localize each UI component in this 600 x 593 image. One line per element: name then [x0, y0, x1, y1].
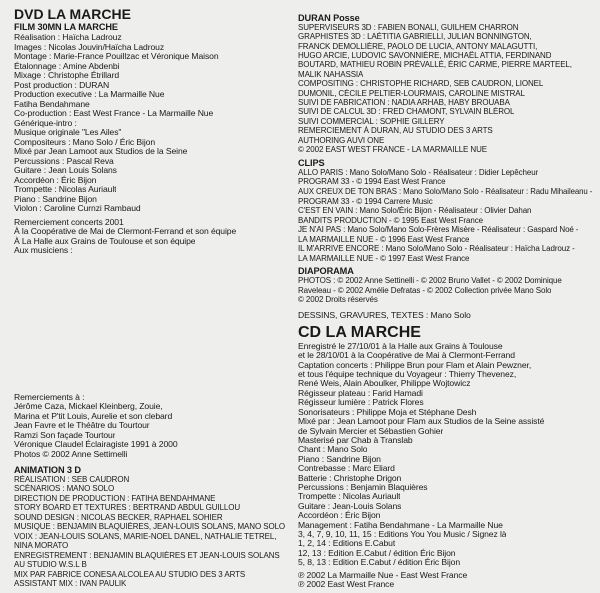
cd-intro-line: et tous l'équipe technique du Voyageur : Thierry Thevenez, [298, 369, 517, 380]
thanks-line: Véronique Claudel Éclairagiste 1991 à 2000 [14, 439, 178, 450]
credit-line: Montage : Marie-France Pouillzac et Véronique Maison [14, 51, 219, 62]
duran-line: FRANCK DEMOLLIÈRE, PAOLO DE LUCIA, ANTONY MALAGUTTI, [298, 41, 538, 51]
cd-intro-line: Captation concerts : Philippe Brun pour Flam et Alain Pewzner, [298, 359, 532, 370]
cd-intro-line: Mixé par : Jean Lamoot pour Flam aux Studios de la Seine assisté [298, 416, 545, 427]
animation-line: ENREGISTREMENT : BENJAMIN BLAQUIÈRES ET JEAN-LOUIS SOLANS [14, 550, 280, 560]
cd-musician-line: Batterie : Christophe Drigon [298, 472, 402, 483]
duran-line: GRAPHISTES 3D : LAÉTITIA GABRIELLI, JULIAN BONNINGTON, [298, 32, 532, 42]
credit-line: Accordéon : Éric Bijon [14, 174, 97, 185]
credit-line: Compositeurs : Mano Solo / Éric Bijon [14, 136, 156, 147]
cd-intro-line: Régisseur plateau : Farid Hamadi [298, 387, 423, 398]
credit-line: Réalisation : Haïcha Ladrouz [14, 32, 122, 43]
cd-management-line: Management : Fatiha Bendahmane - La Marmaille Nue [298, 519, 503, 530]
duran-line: SUIVI COMMERCIAL : SOPHIE GILLERY [298, 116, 445, 126]
duran-line: SUIVI DE CALCUL 3D : FRED CHAMONT, SYLVAIN BLÉROL [298, 107, 515, 117]
credit-line: Fatiha Bendahmane [14, 98, 90, 109]
animation-line: VOIX : JEAN-LOUIS SOLANS, MARIE-NOEL DANEL, NATHALIE TETREL, [14, 531, 277, 541]
animation-line: NINA MORATO [14, 541, 69, 551]
duran-line: AUTHORING AUVI ONE [298, 135, 385, 145]
duran-line: MALIK NAHASSIA [298, 69, 364, 79]
credit-line: Musique originale "Les Ailes" [14, 127, 122, 138]
duran-line: SUPERVISEURS 3D : FABIEN BONALI, GUILHEM CHARRON [298, 22, 519, 32]
credit-line: Violon : Caroline Curnzi Rambaud [14, 203, 141, 214]
clip-line: JE N'AI PAS : Mano Solo/Mano Solo-Frères Misère - Réalisateur : Gaspard Noé - [298, 225, 579, 235]
clips-heading: CLIPS [298, 157, 325, 168]
animation-line: SOUND DESIGN : NICOLAS BECKER, RAPHAEL SOHIER [14, 512, 223, 522]
animation-line: RÉALISATION : SEB CAUDRON [14, 474, 130, 484]
diaporama-line: Raveleau - © 2002 Amélie Defratas - © 2002 Collection privée Mano Solo [298, 285, 552, 295]
credit-line: Production executive : La Marmaille Nue [14, 89, 165, 100]
cd-copyright-line: ℗ 2002 La Marmaille Nue - East West France [298, 569, 468, 580]
duran-heading: DURAN Posse [298, 13, 360, 24]
clip-line: AUX CREUX DE TON BRAS : Mano Solo/Mano Solo - Réalisateur : Radu Mihaileanu - [298, 186, 593, 196]
concerts-line: Aux musiciens : [14, 245, 73, 256]
animation-line: DIRECTION DE PRODUCTION : FATIHA BENDAHMANE [14, 493, 216, 503]
diaporama-line: PHOTOS : © 2002 Anne Settinelli - © 2002 Bruno Vallet - © 2002 Dominique [298, 276, 562, 286]
duran-line: COMPOSITING : CHRISTOPHE RICHARD, SEB CAUDRON, LIONEL [298, 79, 544, 89]
animation-line: AU STUDIO W.S.L B [14, 560, 87, 570]
cd-intro-line: et le 28/10/01 à la Coopérative de Mai à Clermont-Ferrand [298, 350, 515, 361]
concerts-line: Remerciement concerts 2001 [14, 216, 124, 227]
film-heading: FILM 30MN LA MARCHE [14, 22, 118, 33]
clip-line: C'EST EN VAIN : Mano Solo/Éric Bijon - Réalisateur : Olivier Dahan [298, 206, 532, 216]
thanks-line: Jérôme Caza, Mickael Kleinberg, Zouie, [14, 401, 163, 412]
cd-intro-line: René Weis, Alain Aboulker, Philippe Wojtowicz [298, 378, 471, 389]
cd-management-line: 1, 2, 14 : Editions E.Cabut [298, 538, 396, 549]
clip-line: BANDITS PRODUCTION - © 1995 East West France [298, 215, 483, 225]
cd-management-line: 12, 13 : Edition E.Cabut / édition Éric Bijon [298, 547, 456, 558]
dessins-line: DESSINS, GRAVURES, TEXTES : Mano Solo [298, 309, 471, 320]
clip-line: PROGRAM 33 - © 1994 East West France [298, 177, 446, 187]
cd-musician-line: Guitare : Jean-Louis Solans [298, 500, 402, 511]
duran-line: DUMONIL, CÉCILE PELTIER-LOURMAIS, CAROLINE MISTRAL [298, 88, 525, 98]
duran-line: BOUTARD, MATHIEU ROBIN PRÉVALLÉ, ÉRIC CARME, PIERRE MARTEEL, [298, 60, 572, 70]
animation-line: ASSISTANT MIX : IVAN PAULIK [14, 579, 127, 589]
animation-line: SCÉNARIOS : MANO SOLO [14, 484, 115, 494]
clip-line: ALLO PARIS : Mano Solo/Mano Solo - Réalisateur : Didier Lepêcheur [298, 167, 539, 177]
credit-line: Mixage : Christophe Étrillard [14, 70, 120, 81]
clip-line: IL M'ARRIVE ENCORE : Mano Solo/Mano Solo - Réalisateur : Haïcha Ladrouz - [298, 244, 575, 254]
thanks-line: Jean Favre et le Théâtre du Tourtour [14, 420, 150, 431]
credit-line: Co-production : East West France - La Marmaille Nue [14, 108, 214, 119]
dvd-title: DVD LA MARCHE [14, 6, 131, 23]
cd-management-line: 5, 8, 13 : Edition E.Cabut / édition Éric Bijon [298, 557, 461, 568]
thanks-line: Photos © 2002 Anne Settimelli [14, 448, 128, 459]
cd-musician-line: Chant : Mano Solo [298, 444, 368, 455]
cd-musician-line: Accordéon : Éric Bijon [298, 510, 381, 521]
cd-intro-line: Masterisé par Chab à Translab [298, 434, 413, 445]
credit-line: Images : Nicolas Jouvin/Haïcha Ladrouz [14, 41, 165, 52]
credit-line: Mixé par Jean Lamoot aux Studios de la Seine [14, 146, 188, 157]
cd-management-line: 3, 4, 7, 9, 10, 11, 15 : Editions You You Music / Signez là [298, 528, 507, 539]
credit-line: Piano : Sandrine Bijon [14, 193, 97, 204]
cd-title: CD LA MARCHE [298, 323, 421, 341]
credit-line: Post production : DURAN [14, 79, 110, 90]
animation-line: MUSIQUE : BENJAMIN BLAQUIÈRES, JEAN-LOUIS SOLANS, MANO SOLO [14, 522, 286, 532]
credit-line: Générique-intro : [14, 117, 77, 128]
cd-musician-line: Trompette : Nicolas Auriault [298, 491, 401, 502]
animation-line: MIX PAR FABRICE CONESA ALCOLEA AU STUDIO DES 3 ARTS [14, 569, 246, 579]
clip-line: PROGRAM 33 - © 1994 Carrere Music [298, 196, 433, 206]
thanks-line: Marina et P'tit Louis, Aurelie et son clebard [14, 410, 173, 421]
cd-intro-line: Régisseur lumière : Patrick Flores [298, 397, 424, 408]
duran-line: REMERCIEMENT À DURAN, AU STUDIO DES 3 ARTS [298, 126, 493, 136]
duran-line: SUIVI DE FABRICATION : NADIA ARHAB, HABY BROUABA [298, 97, 510, 107]
credit-line: Percussions : Pascal Reva [14, 155, 114, 166]
clip-line: LA MARMAILLE NUE - © 1996 East West France [298, 234, 470, 244]
concerts-line: À La Halle aux Grains de Toulouse et son équipe [14, 235, 196, 246]
credit-line: Guitare : Jean Louis Solans [14, 165, 117, 176]
credit-line: Trompette : Nicolas Auriault [14, 184, 117, 195]
cd-musician-line: Contrebasse : Marc Eliard [298, 463, 395, 474]
cd-intro-line: de Sylvain Mercier et Sébastien Gohier [298, 425, 444, 436]
cd-intro-line: Sonorisateurs : Philippe Moja et Stéphane Desh [298, 406, 477, 417]
cd-copyright-line: ℗ 2002 East West France [298, 579, 395, 590]
diaporama-heading: DIAPORAMA [298, 266, 354, 277]
cd-intro-line: Enregistré le 27/10/01 à la Halle aux Grains à Toulouse [298, 340, 503, 351]
thanks-line: Ramzi Son façade Tourtour [14, 429, 116, 440]
animation-heading: ANIMATION 3 D [14, 465, 81, 476]
thanks-line: Remerciements à : [14, 391, 85, 402]
cd-musician-line: Piano : Sandrine Bijon [298, 453, 381, 464]
duran-line: © 2002 EAST WEST FRANCE - LA MARMAILLE NUE [298, 145, 488, 155]
duran-line: HUGO ARCIE, LUDOVIC SAVONNIÈRE, MICHAËL ATTIA, FERDINAND [298, 50, 552, 60]
credit-line: Étalonnage : Amine Abdenbi [14, 60, 120, 71]
diaporama-line: © 2002 Droits réservés [298, 295, 378, 305]
animation-line: STORY BOARD ET TEXTURES : BERTRAND ABDUL GUILLOU [14, 503, 241, 513]
concerts-line: À la Coopérative de Mai de Clermont-Ferrand et son équipe [14, 226, 237, 237]
cd-musician-line: Percussions : Benjamin Blaquières [298, 481, 428, 492]
clip-line: LA MARMAILLE NUE - © 1997 East West France [298, 254, 470, 264]
